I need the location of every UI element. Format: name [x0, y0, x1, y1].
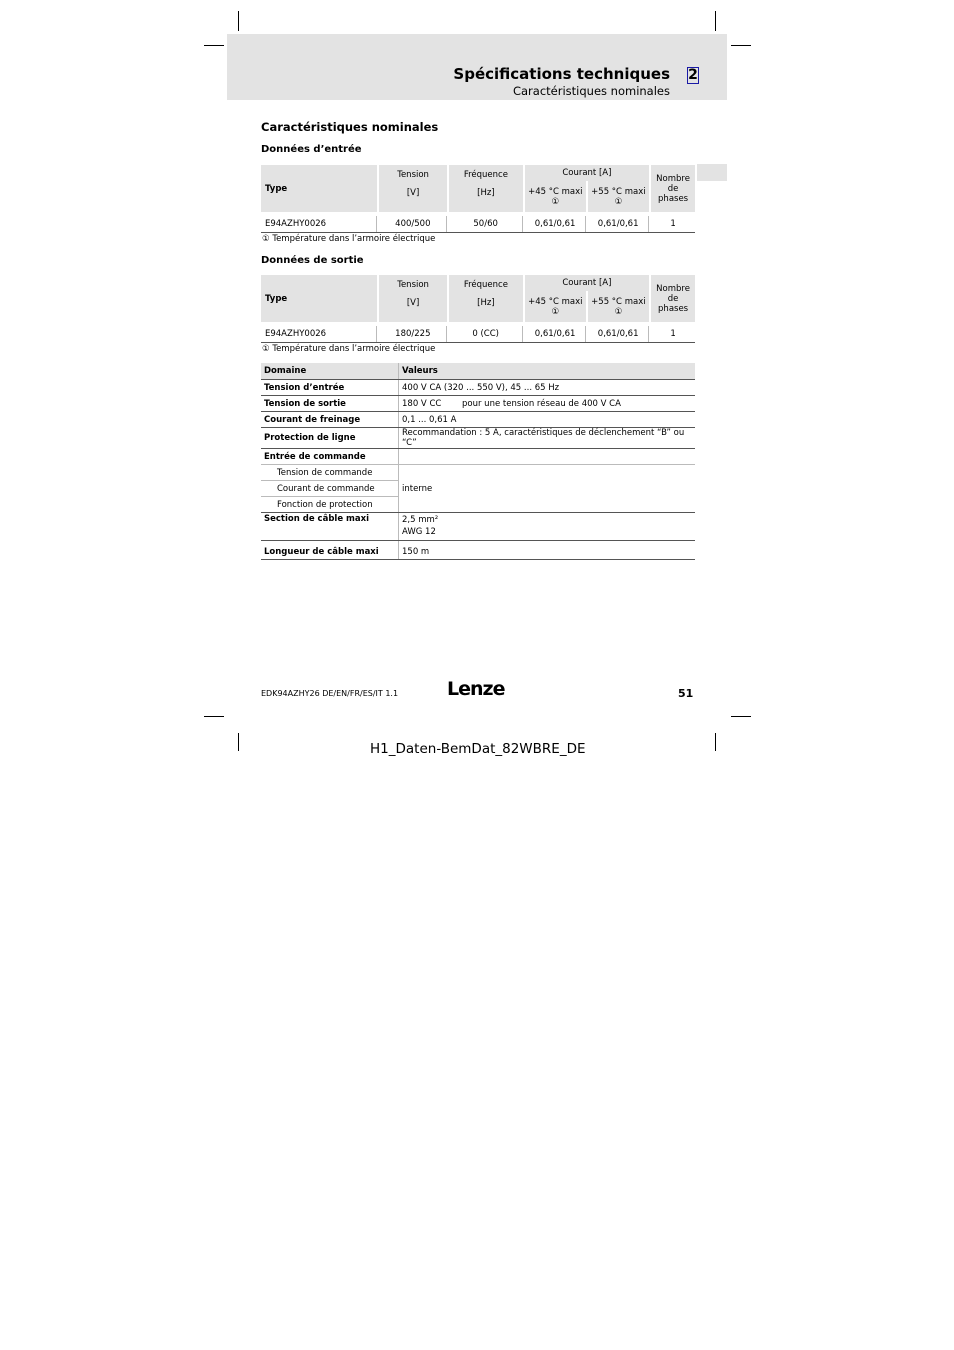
document-code: EDK94AZHY26 DE/EN/FR/ES/IT 1.1: [261, 689, 399, 698]
side-tab: [697, 164, 727, 181]
crop-mark: [731, 45, 751, 46]
crop-mark: [238, 733, 239, 751]
table-row: E94AZHY0026 400/500 50/60 0,61/0,61 0,61/0,61 1: [261, 216, 695, 233]
output-data-title: Données de sortie: [261, 255, 364, 266]
col-courant: Courant [A]: [525, 165, 649, 181]
crop-mark: [715, 733, 716, 751]
col-55: +55 °C maxi ①: [588, 181, 649, 212]
input-footnote: ① Température dans l’armoire électrique: [262, 234, 436, 244]
page-subtitle: Caractéristiques nominales: [512, 84, 670, 98]
output-data-table: [261, 275, 695, 343]
col-45: +45 °C maxi ①: [525, 181, 586, 212]
crop-mark: [238, 11, 239, 31]
table-row: Tension d’entrée 400 V CA (320 ... 550 V), 45 ... 65 Hz: [261, 380, 695, 396]
col-55: +55 °C maxi ①: [588, 291, 649, 322]
col-frequence: Fréquence [Hz]: [449, 275, 522, 322]
output-footnote: ① Température dans l’armoire électrique: [262, 344, 436, 354]
crop-mark: [204, 45, 224, 46]
crop-mark: [715, 11, 716, 31]
col-phases: Nombre de phases: [651, 275, 695, 322]
table-row: Section de câble maxi 2,5 mm² AWG 12: [261, 513, 695, 541]
col-tension: Tension [V]: [379, 275, 446, 322]
table-row: Tension de sortie 180 V CC pour une tension réseau de 400 V CA: [261, 396, 695, 412]
table-row: Courant de freinage 0,1 ... 0,61 A: [261, 412, 695, 428]
col-type: Type: [261, 165, 377, 212]
col-valeurs: Valeurs: [399, 363, 696, 380]
input-data-title: Données d’entrée: [261, 144, 362, 155]
col-courant: Courant [A]: [525, 275, 649, 291]
col-phases: Nombre de phases: [651, 165, 695, 212]
table-row: E94AZHY0026 180/225 0 (CC) 0,61/0,61 0,61/0,61 1: [261, 326, 695, 343]
table-row: Tension de commande interne: [261, 465, 695, 481]
crop-mark: [731, 716, 751, 717]
col-frequence: Fréquence [Hz]: [449, 165, 522, 212]
spec-table: [261, 363, 695, 560]
table-row: Fonction de protection: [261, 497, 695, 513]
table-row: Courant de commande: [261, 481, 695, 497]
chapter-number[interactable]: 2: [688, 67, 698, 83]
col-type: Type: [261, 275, 377, 322]
col-domaine: Domaine: [261, 363, 399, 380]
table-row: Entrée de commande: [261, 449, 695, 465]
page-number: 51: [678, 687, 694, 700]
col-tension: Tension [V]: [379, 165, 446, 212]
document-name: H1_Daten-BemDat_82WBRE_DE: [370, 741, 586, 757]
input-data-table: [261, 165, 695, 233]
col-45: +45 °C maxi ①: [525, 291, 586, 322]
page-title: Spécifications techniques: [453, 65, 670, 83]
table-row: Longueur de câble maxi 150 m: [261, 544, 695, 560]
section-title: Caractéristiques nominales: [261, 120, 439, 134]
lenze-logo: Lenze: [447, 678, 505, 700]
crop-mark: [204, 716, 224, 717]
table-row: Protection de ligne Recommandation : 5 A, caractéristiques de déclenchement “B” ou “C”: [261, 428, 695, 449]
